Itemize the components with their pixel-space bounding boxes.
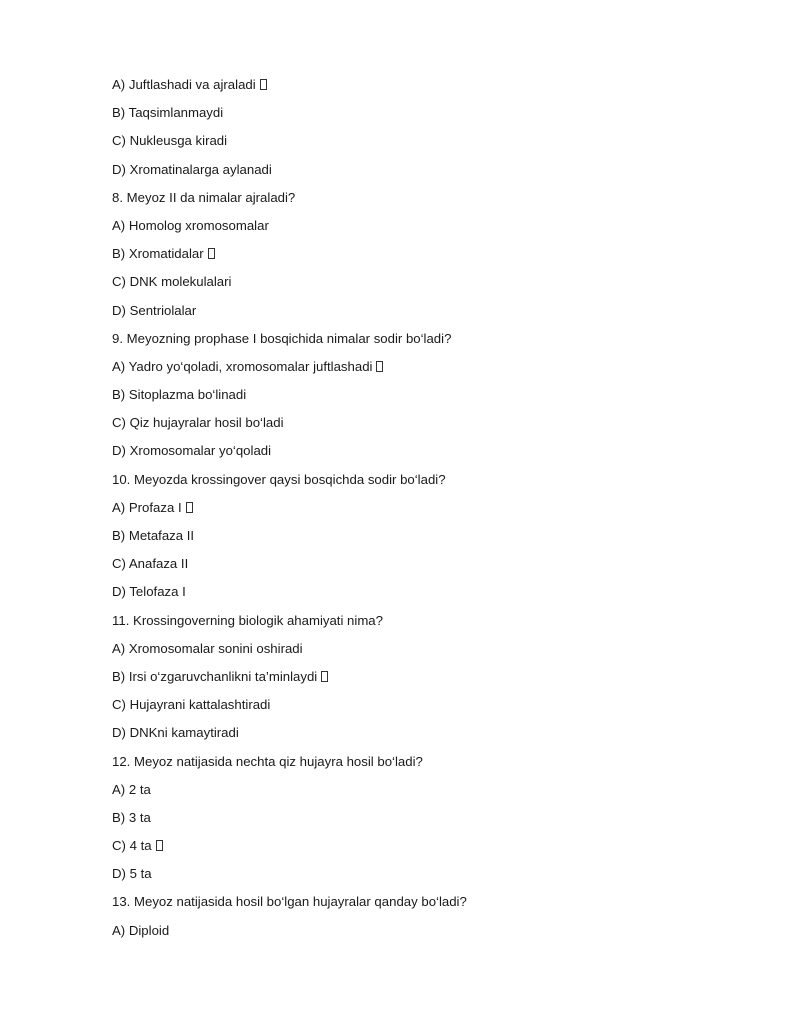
option-label: A) Profaza I xyxy=(112,499,182,515)
correct-answer-mark-icon xyxy=(321,671,328,682)
answer-option xyxy=(112,808,732,836)
correct-answer-mark-icon xyxy=(208,248,215,259)
question-text xyxy=(112,470,732,498)
option-label: B) Metafaza II xyxy=(112,528,195,543)
question-label: 13. Meyoz natijasida hosil bo‘lgan hujayralar qanday bo‘ladi? xyxy=(112,894,467,910)
answer-option xyxy=(112,921,732,949)
option-label: A) Diploid xyxy=(112,922,170,938)
answer-option xyxy=(112,160,732,188)
option-label: B) Sitoplazma bo‘linadi xyxy=(112,387,247,403)
answer-option xyxy=(112,272,732,300)
answer-option xyxy=(112,413,732,441)
answer-option xyxy=(112,244,732,272)
answer-option xyxy=(112,441,732,469)
option-label: B) Irsi o‘zgaruvchanlikni ta’minlaydi xyxy=(112,668,318,684)
question-label: 9. Meyozning prophase I bosqichida nimalar sodir bo‘ladi? xyxy=(112,330,452,346)
option-label: A) Homolog xromosomalar xyxy=(112,217,269,233)
answer-option xyxy=(112,103,732,131)
option-label: C) Qiz hujayralar hosil bo‘ladi xyxy=(112,415,284,431)
correct-answer-mark-icon xyxy=(260,79,267,90)
answer-option xyxy=(112,836,732,864)
answer-option xyxy=(112,667,732,695)
option-label: A) Juftlashadi va ajraladi xyxy=(112,77,256,92)
question-text xyxy=(112,611,732,639)
option-label: C) Anafaza II xyxy=(112,556,189,572)
question-text xyxy=(112,188,732,216)
option-label: B) Taqsimlanmaydi xyxy=(112,105,224,121)
option-label: D) DNKni kamaytiradi xyxy=(112,725,239,741)
answer-option xyxy=(112,780,732,808)
option-label: C) Nukleusga kiradi xyxy=(112,133,228,149)
question-label: 8. Meyoz II da nimalar ajraladi? xyxy=(112,189,296,205)
answer-option xyxy=(112,216,732,244)
answer-option xyxy=(112,554,732,582)
option-label: B) Xromatidalar xyxy=(112,246,204,262)
question-label: 10. Meyozda krossingover qaysi bosqichda sodir bo‘ladi? xyxy=(112,471,446,487)
option-label: D) Sentriolalar xyxy=(112,302,197,318)
answer-option xyxy=(112,357,732,385)
question-text xyxy=(112,752,732,780)
question-label: 12. Meyoz natijasida nechta qiz hujayra hosil bo‘ladi? xyxy=(112,753,423,769)
correct-answer-mark-icon xyxy=(376,361,383,372)
correct-answer-mark-icon xyxy=(186,502,193,513)
answer-option xyxy=(112,695,732,723)
option-label: A) Xromosomalar sonini oshiradi xyxy=(112,640,303,656)
option-label: D) Xromatinalarga aylanadi xyxy=(112,161,272,177)
question-label: 11. Krossingoverning biologik ahamiyati nima? xyxy=(112,612,383,628)
option-label: A) Yadro yo‘qoladi, xromosomalar juftlashadi xyxy=(112,358,373,374)
option-label: C) DNK molekulalari xyxy=(112,274,232,290)
answer-option xyxy=(112,75,732,103)
question-text xyxy=(112,892,732,920)
answer-option xyxy=(112,498,732,526)
answer-option xyxy=(112,131,732,159)
answer-option xyxy=(112,526,732,554)
option-label: D) 5 ta xyxy=(112,866,152,882)
answer-option xyxy=(112,723,732,751)
answer-option xyxy=(112,639,732,667)
option-label: D) Telofaza I xyxy=(112,584,186,600)
question-list xyxy=(112,75,732,949)
option-label: C) 4 ta xyxy=(112,838,152,854)
answer-option xyxy=(112,301,732,329)
answer-option xyxy=(112,582,732,610)
question-text xyxy=(112,329,732,357)
option-label: A) 2 ta xyxy=(112,781,151,797)
answer-option xyxy=(112,385,732,413)
option-label: C) Hujayrani kattalashtiradi xyxy=(112,697,271,713)
answer-option xyxy=(112,864,732,892)
option-label: B) 3 ta xyxy=(112,809,151,825)
correct-answer-mark-icon xyxy=(156,840,163,851)
option-label: D) Xromosomalar yo‘qoladi xyxy=(112,443,272,459)
